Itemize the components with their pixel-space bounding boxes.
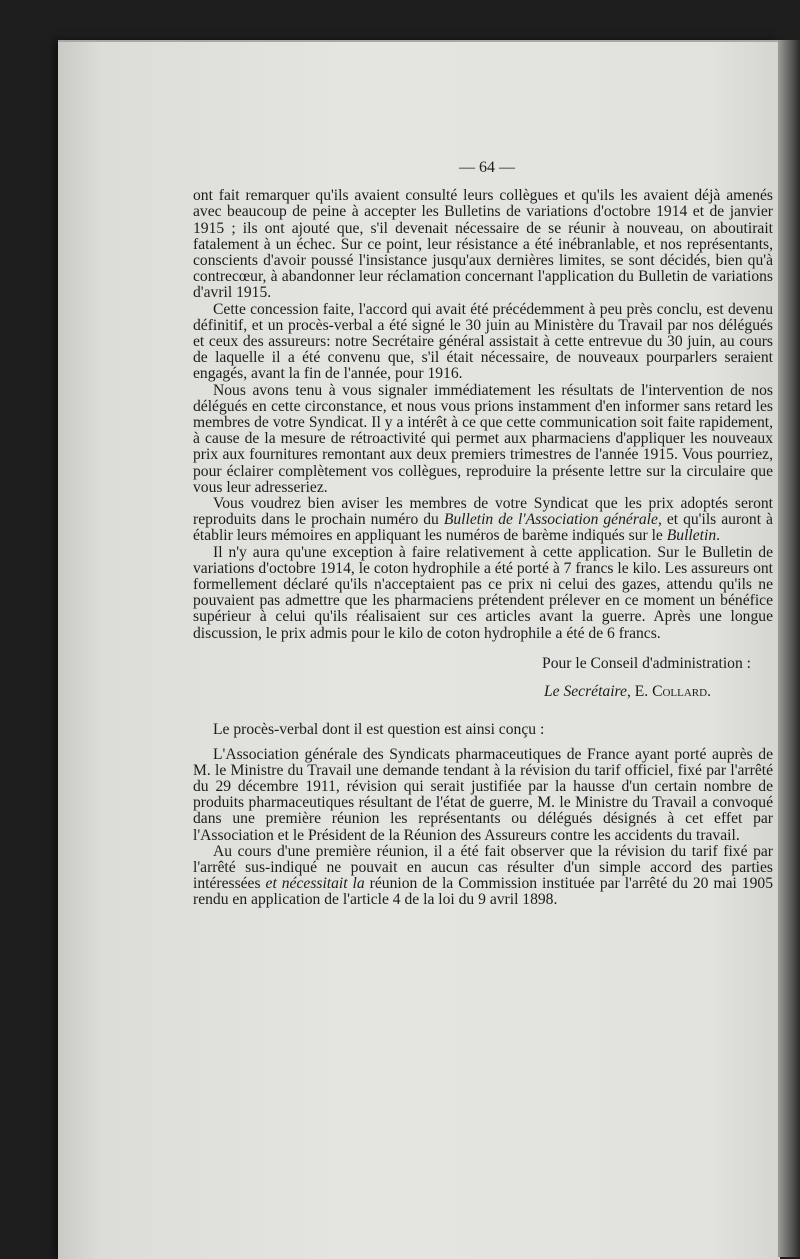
signature-initial: , E. — [626, 683, 653, 701]
paragraph: ont fait remarquer qu'ils avaient consulté leurs collègues et qu'ils les avaient déjà amenés avec beaucoup de peine à accepter les Bulletins de variations d'octobre 1914 et de janvier 1915 ; ils ont ajouté que, s'il devenait nécessaire de se réunir à nouveau, on aboutirait fatalement à un échec. Sur ce point, leur résistance a été inébranlable, et nos représentants, conscients d'avoir poussé l'insistance jusqu'aux dernières limites, se sont décidés, bien qu'à contrecœur, à abandonner leur réclamation concernant l'application du Bulletin de variations d'avril 1915. — [193, 187, 773, 302]
paragraph — [193, 496, 773, 545]
page-text — [193, 160, 773, 909]
paragraph: Nous avons tenu à vous signaler immédiatement les résultats de l'intervention de nos délégués en cette circonstance, et nous vous prions instamment d'en informer sans retard les membres de votre Syndicat. Il y a intérêt à ce que cette communication soit faite rapidement, à cause de la mesure de rétroactivité qui permet aux pharmaciens d'appliquer les nouveaux prix aux fournitures remontant aux deux premiers trimestres de l'année 1915. Vous pourriez, pour éclairer complètement vos collègues, reproduire la présente lettre sur la circulaire que vous leur adresseriez. — [193, 381, 773, 496]
pv-paragraph: L'Association générale des Syndicats pharmaceutiques de France ayant porté auprès de M. le Ministre du Travail une demande tendant à la révision du tarif officiel, fixé par l'arrêté du 29 décembre 1911, révision qui serait justifiée par la hausse d'un certain nombre de produits pharmaceutiques résultant de l'état de guerre, M. le Ministre du Travail a convoqué dans une première réunion les représentants ou délégués désignés à cet effet par l'Association et le Président de la Réunion des Assureurs contre les accidents du travail. — [193, 745, 773, 844]
signature-name — [193, 684, 773, 700]
signature-role: Le Secrétaire — [543, 683, 627, 701]
italic-title: Bulletin de l'Association générale — [443, 511, 658, 529]
intro-line: Le procès-verbal dont il est question est ainsi conçu : — [213, 721, 545, 739]
text-run: réunion de la Commission instituée par l'arrêté du 20 mai 1905 rendu en application de l'article 4 de la loi du 9 avril 1898. — [193, 875, 773, 909]
signatory-name: Collard. — [652, 683, 711, 701]
signature-line: Pour le Conseil d'administration : — [542, 654, 751, 672]
italic-run: et nécessitait la — [265, 875, 365, 893]
text-run: . — [716, 527, 721, 545]
page-number: — 64 — — [459, 159, 515, 176]
text-run: , et qu'ils auront à établir leurs mémoires en appliquant les numéros de barème indiqués sur le — [193, 511, 773, 545]
text-run: Au cours d'une première réunion, il a été fait observer que la révision du tarif fixé par l'arrêté sus-indiqué ne pouvait en aucun cas résulter d'un simple accord des parties intéressées — [193, 842, 773, 893]
paragraph: Cette concession faite, l'accord qui avait été précédemment à peu près conclu, est devenu définitif, et un procès-verbal a été signé le 30 juin au Ministère du Travail par nos délégués et ceux des assureurs: notre Secrétaire général assistait à cette entrevue du 30 juin, au cours de laquelle il a été convenu que, s'il était nécessaire, de nouveaux pourparlers seraient engagés, avant la fin de l'année, pour 1916. — [193, 300, 773, 383]
text-run: Vous voudrez bien aviser les membres de votre Syndicat que les prix adoptés seront reproduits dans le prochain numéro du — [193, 495, 773, 529]
page-edge-shadow — [778, 40, 800, 1257]
pv-paragraph — [193, 844, 773, 909]
italic-title: Bulletin — [666, 527, 717, 545]
paragraph: Il n'y aura qu'une exception à faire relativement à cette application. Sur le Bulletin de variations d'octobre 1914, le coton hydrophile a été porté à 7 francs le kilo. Les assureurs ont formellement déclaré qu'ils n'acceptaient pas ce prix ni celui des gazes, attendu qu'ils ne pouvaient pas admettre que les pharmaciens prétendent prélever en ce moment un bénéfice supérieur à celui qu'ils réalisaient sur ces articles avant la guerre. Après une longue discussion, le prix admis pour le kilo de coton hydrophile a été de 6 francs. — [193, 543, 773, 642]
